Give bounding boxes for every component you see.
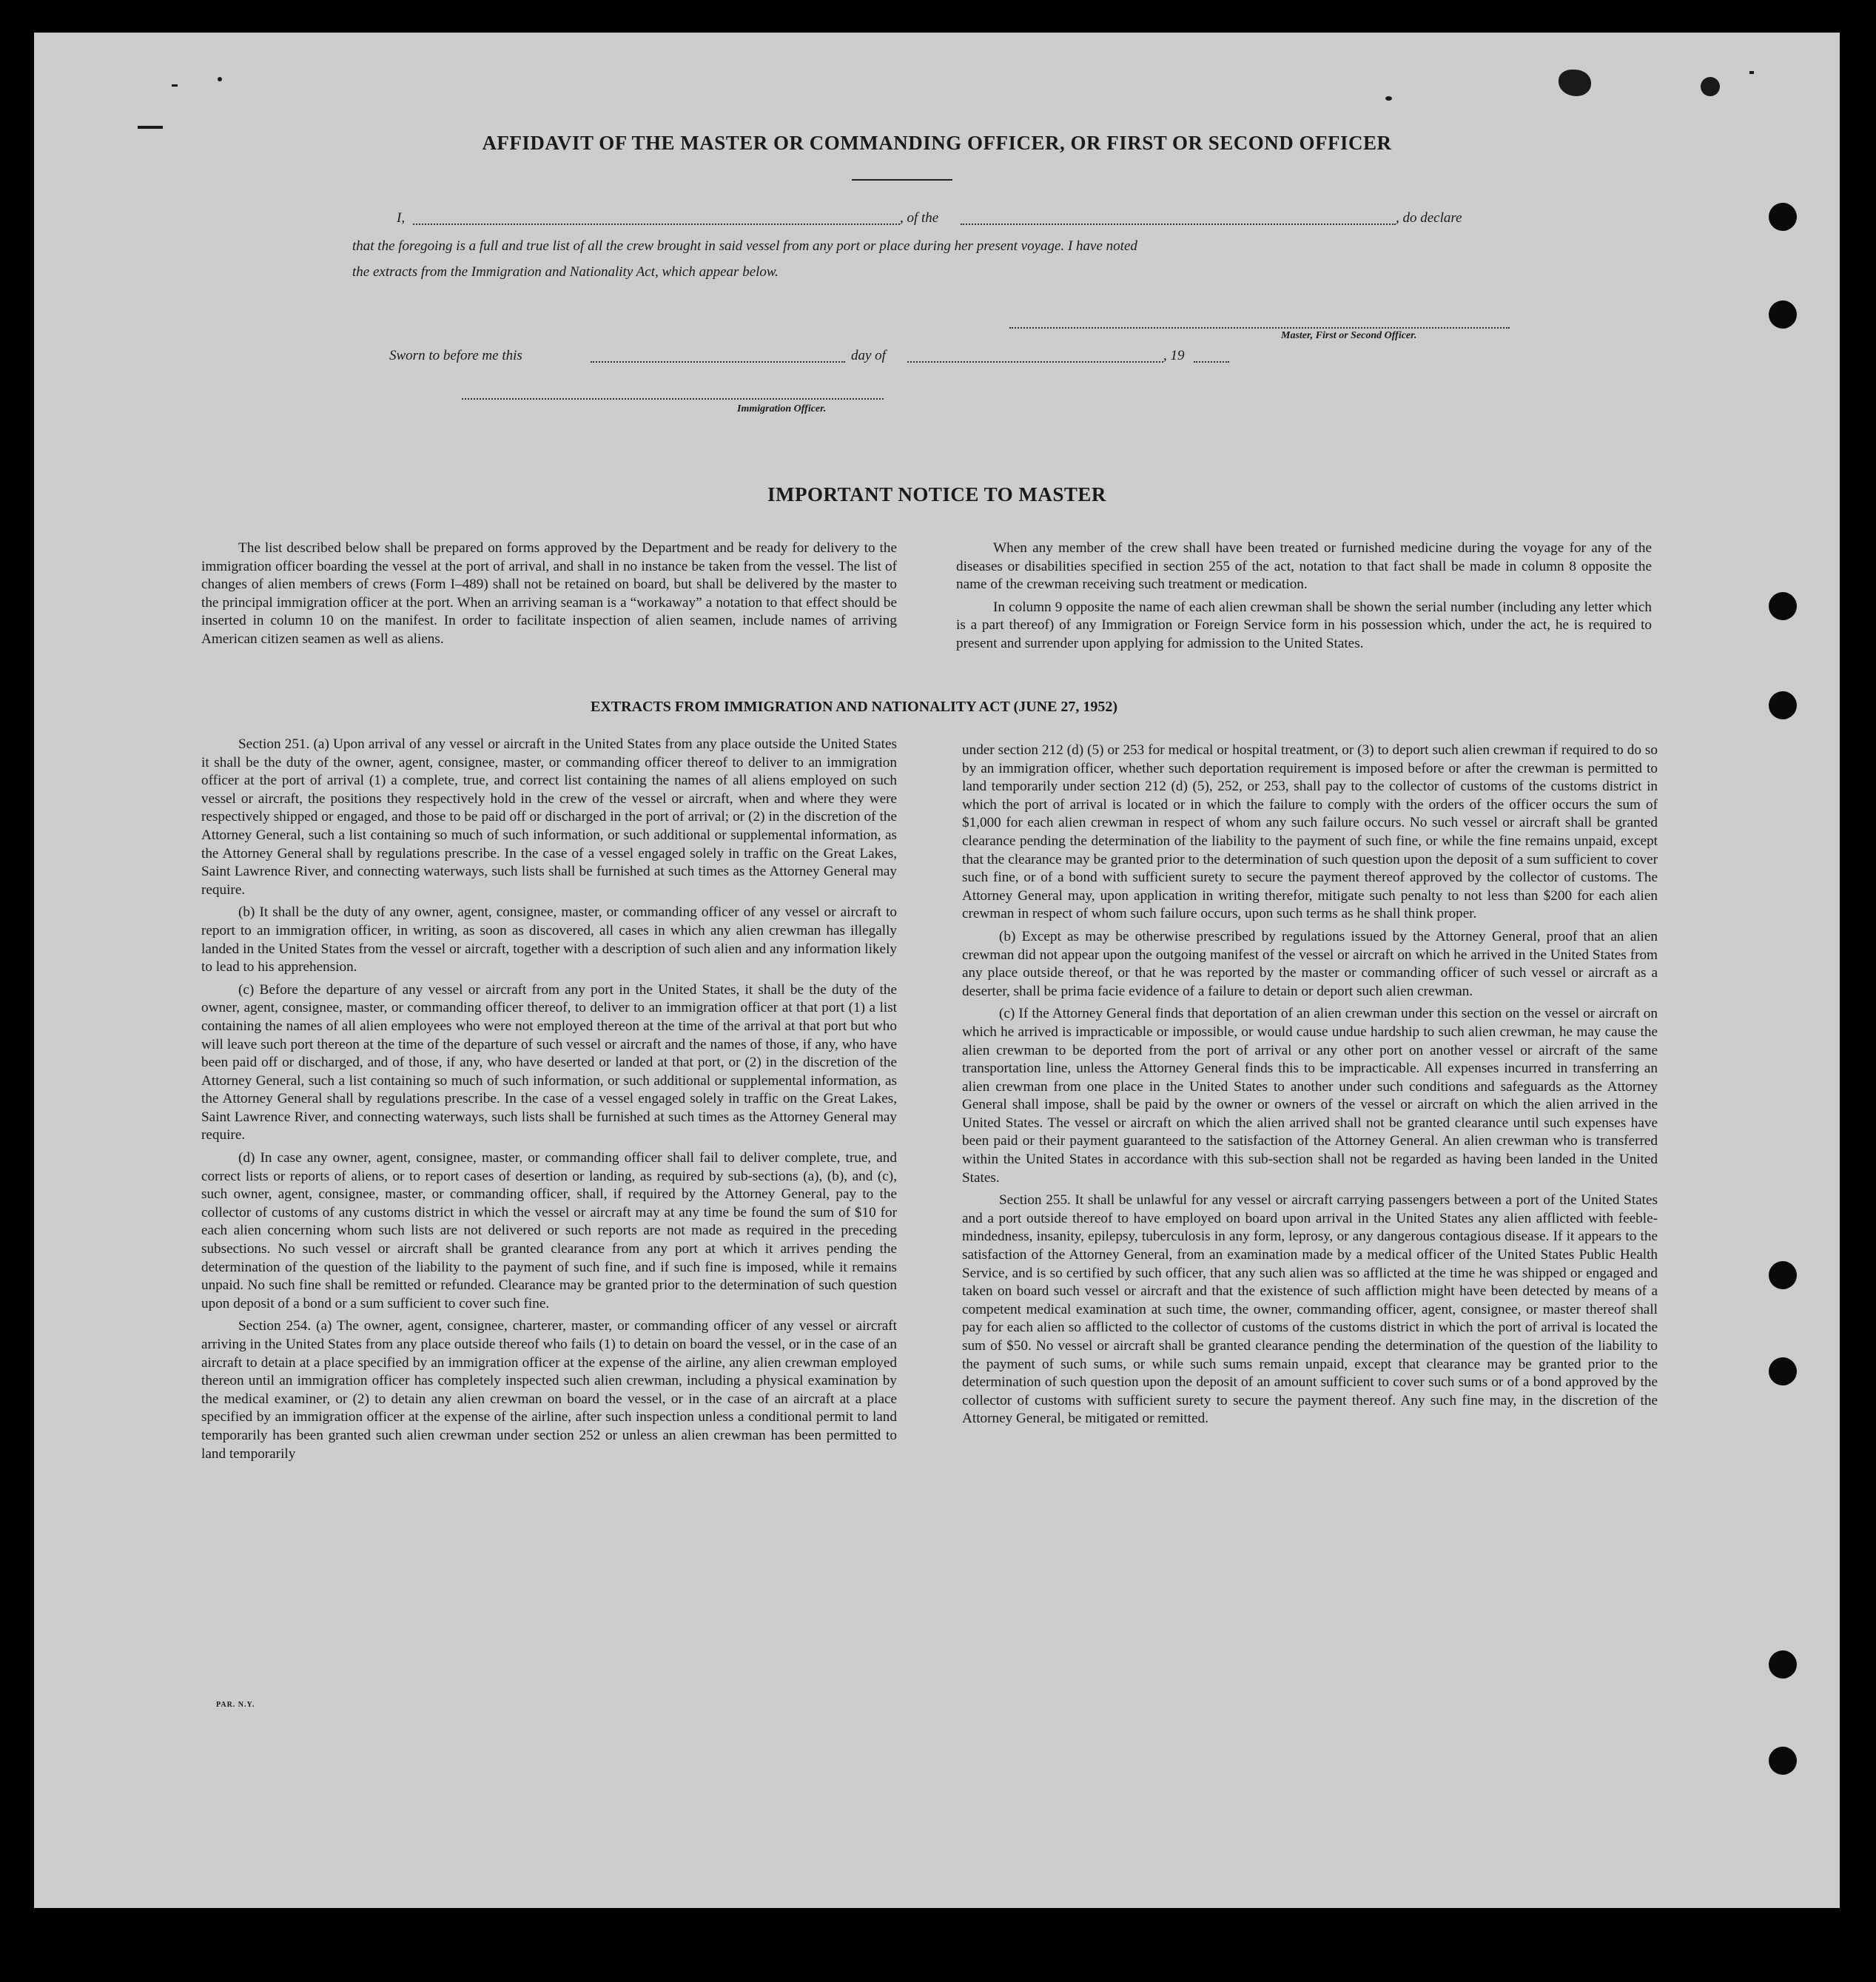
sworn-label: Sworn to before me this — [389, 348, 522, 363]
scan-smudge-icon — [1701, 77, 1720, 96]
binder-hole-icon — [1769, 1261, 1797, 1289]
sworn-month-field[interactable] — [907, 361, 1163, 363]
affidavit-declare-label: , do declare — [1396, 210, 1462, 226]
binder-hole-icon — [1769, 203, 1797, 231]
scan-mark-icon — [218, 77, 222, 81]
master-signature-caption: Master, First or Second Officer. — [1281, 330, 1417, 341]
vessel-name-field[interactable] — [961, 224, 1396, 225]
scan-mark-icon — [138, 126, 163, 129]
extracts-heading: EXTRACTS FROM IMMIGRATION AND NATIONALITY ACT (JUNE 27, 1952) — [591, 699, 1118, 715]
affidavit-statement-line: that the foregoing is a full and true list of all the crew brought in said vessel from any port or place during her present voyage. I have noted — [352, 238, 1137, 254]
notice-paragraph: When any member of the crew shall have been treated or furnished medicine during the voyage for any of the diseases or disabilities specified in section 255 of the act, notation to that fact shall be made in column 8 opposite the name of the crewman receiving such treatment or medication. — [956, 540, 1652, 593]
binder-hole-icon — [1769, 300, 1797, 329]
scan-smudge-icon — [1559, 70, 1591, 96]
extract-paragraph: (b) Except as may be otherwise prescribed by regulations issued by the Attorney General, proof that an alien crewman did not appear upon the outgoing manifest of the vessel or aircraft on which he arrived in the United States from any place outside thereof, or that he was reported by the master or commanding officer of such vessel or aircraft as a deserter, shall be prima facie evidence of a failure to detain or deport such alien crewman. — [962, 928, 1658, 999]
affidavit-statement-line-2: the extracts from the Immigration and Nationality Act, which appear below. — [352, 264, 779, 280]
scan-mark-icon — [172, 84, 178, 87]
extract-paragraph: (c) Before the departure of any vessel or aircraft from any port in the United States, it shall be the duty of the owner, agent, consignee, master, or commanding officer thereof, to deliver to an immigration officer at that port (1) a list containing the names of all alien employees who were not employed thereon at the time of the arrival at that port but who will leave such port thereon at the time of the departure of such vessel or aircraft and the names of those, if any, who have been paid off or discharged, and of those, if any, who have deserted or landed at that port, or (2) in the discretion of the Attorney General, such a list containing so much of such information, or such additional or supplemental information, as the Attorney General shall by regulations prescribe. In the case of a vessel engaged solely in traffic on the Great Lakes, Saint Lawrence River, and connecting waterways, such lists shall be furnished at such times as the Attorney General may require. — [201, 981, 897, 1143]
binder-hole-icon — [1769, 592, 1797, 620]
officer-signature-caption: Immigration Officer. — [737, 403, 827, 414]
master-signature-field[interactable] — [1009, 327, 1510, 329]
extract-paragraph: (d) In case any owner, agent, consignee, master, or commanding officer shall fail to deliver complete, true, and correct lists or reports of aliens, or to report cases of desertion or landing, as required by sub-sections (a), (b), and (c), such owner, agent, consignee, master, or commanding officer, shall, if required by the Attorney General, pay to the collector of customs of any customs district in which the vessel or aircraft may at any time be found the sum of $10 for each alien concerning whom such lists are not delivered or such reports are not made as required in the preceding subsections. No such vessel or aircraft shall be granted clearance from any port at which it arrives pending the determination of the question of the liability to the payment of such fine, and if such fine is imposed, while it remains unpaid. No such fine shall be remitted or refunded. Clearance may be granted prior to the determination of such question upon deposit of a bond or a sum sufficient to cover such fine. — [201, 1150, 897, 1311]
extract-paragraph: (c) If the Attorney General finds that deportation of an alien crewman under this section on the vessel or aircraft on which he arrived is impracticable or impossible, or would cause undue hardship to such alien crewman, he may cause the alien crewman to be deported from the port of arrival or any other port on another vessel or aircraft of the same transportation line, unless the Attorney General finds this to be impracticable. All expenses incurred in transferring an alien crewman from one place in the United States to another under such conditions and safeguards as the Attorney General shall impose, shall be paid by the owner or owners of the vessel or aircraft on which the alien arrived in the United States. The vessel or aircraft on which the alien arrived shall not be granted clearance until such expenses have been paid or their payment guaranteed to the satisfaction of the Attorney General. An alien crewman who is transferred within the United States in accordance with this sub-section shall not be regarded as having been landed in the United States. — [962, 1006, 1658, 1186]
officer-signature-field[interactable] — [462, 398, 884, 400]
binder-hole-icon — [1769, 691, 1797, 719]
extract-paragraph: under section 212 (d) (5) or 253 for medical or hospital treatment, or (3) to deport such alien crewman if required to do so by an immigration officer, whether such deportation requirement is imposed before or after the crewman is permitted to land temporarily under section 212 (d) (5), 252, or 253, shall pay to the collector of customs of the customs district in which the port of arrival is located or in which the failure to comply with the orders of the officer occurs the sum of $1,000 for each alien crewman in respect of whom any such failure occurs. No such vessel or aircraft shall be granted clearance pending the determination of the liability to the payment of such fine, or while the fine remains unpaid, except that the clearance may be granted prior to the determination of such question upon the deposit of a sum sufficient to cover such fine, or of a bond with sufficient surety to secure the payment thereof approved by the collector of customs. The Attorney General may, upon application in writing therefor, mitigate such penalty to not less than $200 for each alien crewman in respect of whom such failure occurs, upon such terms as he shall think proper. — [962, 742, 1658, 922]
extracts-right-column — [962, 742, 1658, 1433]
sworn-year-label: , 19 — [1163, 348, 1185, 363]
scan-mark-icon — [1749, 71, 1754, 74]
sworn-year-field[interactable] — [1194, 361, 1229, 363]
binder-hole-icon — [1769, 1650, 1797, 1679]
notice-left-column — [201, 540, 897, 654]
extract-paragraph: Section 254. (a) The owner, agent, consignee, charterer, master, or commanding officer of any vessel or aircraft arriving in the United States from any place outside thereof who fails (1) to detain on board the vessel, or in the case of an aircraft to detain at a place specified by an immigration officer at the expense of the airline, any alien crewman employed thereon until an immigration officer has completely inspected such alien crewman, including a physical examination by the medical examiner, or (2) to detain any alien crewman on board the vessel, or in the case of an aircraft at a place specified by an immigration officer at the expense of the airline, after such inspection unless a conditional permit to land temporarily has been granted such alien crewman under section 252 or unless an alien crewman has been permitted to land temporarily — [201, 1318, 897, 1462]
binder-hole-icon — [1769, 1357, 1797, 1385]
notice-title: IMPORTANT NOTICE TO MASTER — [767, 483, 1106, 505]
extract-paragraph: (b) It shall be the duty of any owner, agent, consignee, master, or commanding officer of any vessel or aircraft to report to an immigration officer, in writing, as soon as discovered, all cases in which any alien crewman has illegally landed in the United States from the vessel or aircraft, together with a description of such alien and any information likely to lead to his apprehension. — [201, 904, 897, 975]
scan-mark-icon — [1385, 96, 1392, 101]
extract-paragraph: Section 255. It shall be unlawful for any vessel or aircraft carrying passengers between a port of the United States and a port outside thereof to have employed on board upon arrival in the United States any alien afflicted with feeble-mindedness, insanity, epilepsy, tuberculosis in any form, leprosy, or any dangerous contagious disease. If it appears to the satisfaction of the Attorney General, from an examination made by a medical officer of the United States Public Health Service, and is so certified by such officer, that any such alien was so afflicted at the time he was shipped or engaged and taken on board such vessel or aircraft and that the existence of such affliction might have been detected by means of a competent medical examination at such time, the owner, commanding officer, agent, consignee, or master thereof shall pay for each alien so afflicted to the collector of customs of the customs district in which the port of arrival is located the sum of $50. No vessel or aircraft shall be granted clearance pending the determination of the question of the liability to the payment of such sums, or while such sums remain unpaid, except that clearance may be granted prior to the determination of such question upon the deposit of an amount sufficient to cover such sums or of a bond approved by the collector of customs with sufficient surety to secure the payment thereof. Any such fine may, in the discretion of the Attorney General, be mitigated or remitted. — [962, 1192, 1658, 1427]
printer-imprint: PAR. N.Y. — [216, 1701, 255, 1709]
sworn-day-label: day of — [851, 348, 886, 363]
sworn-date-field[interactable] — [591, 361, 845, 363]
affidavit-vessel-label: , of the — [900, 210, 939, 226]
affidavit-title: AFFIDAVIT OF THE MASTER OR COMMANDING OFFICER, OR FIRST OR SECOND OFFICER — [482, 132, 1392, 154]
notice-right-column — [956, 540, 1652, 658]
extract-paragraph: Section 251. (a) Upon arrival of any vessel or aircraft in the United States from any place outside the United States it shall be the duty of the owner, agent, consignee, master, or commanding officer thereof to deliver to an immigration officer at the port of arrival (1) a complete, true, and correct list containing the names of all aliens employed on such vessel or aircraft, the positions they respectively hold in the crew of the vessel or aircraft, when and where they were respectively shipped or engaged, and those to be paid off or discharged in the port of arrival; or (2) in the discretion of the Attorney General, such a list containing so much of such information, or such additional or supplemental information, as the Attorney General shall by regulations prescribe. In the case of a vessel engaged solely in traffic on the Great Lakes, Saint Lawrence River, and connecting waterways, such lists shall be furnished at such times as the Attorney General may require. — [201, 736, 897, 898]
affidavit-name-label: I, — [397, 210, 406, 226]
extracts-left-column — [201, 736, 897, 1468]
binder-hole-icon — [1769, 1747, 1797, 1775]
form-sheet — [34, 33, 1840, 1908]
notice-paragraph: The list described below shall be prepared on forms approved by the Department and be ready for delivery to the immigration officer boarding the vessel at the port of arrival, and shall in no instance be taken from the vessel. The list of changes of alien members of crews (Form I–489) shall not be retained on board, but shall be delivered by the master to the principal immigration officer at the port. When an arriving seaman is a “workaway” a notation to that effect should be inserted in column 10 on the manifest. In order to facilitate inspection of alien seamen, include names of arriving American citizen seamen as well as aliens. — [201, 540, 897, 647]
title-underline — [852, 179, 952, 181]
notice-paragraph: In column 9 opposite the name of each alien crewman shall be shown the serial number (including any letter which is a part thereof) of any Immigration or Foreign Service form in his possession which, under the act, he is required to present and surrender upon applying for admission to the United States. — [956, 599, 1652, 651]
declarant-name-field[interactable] — [413, 224, 900, 225]
